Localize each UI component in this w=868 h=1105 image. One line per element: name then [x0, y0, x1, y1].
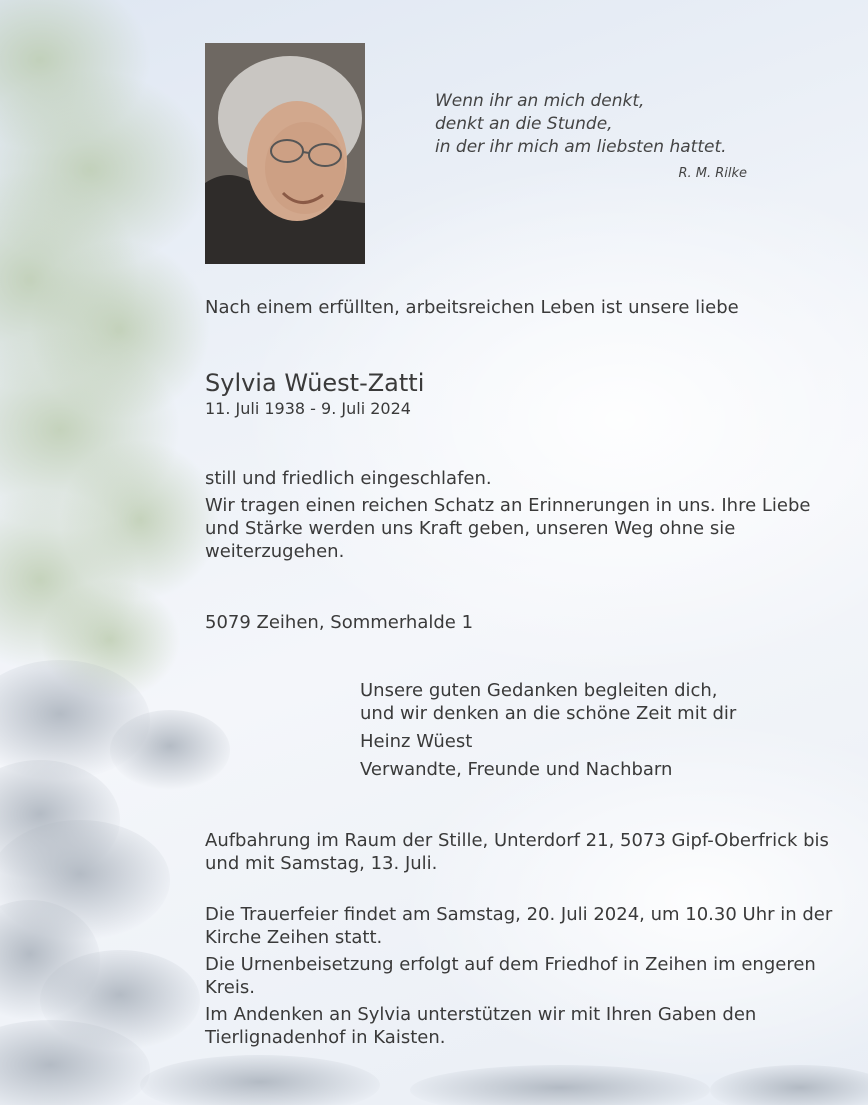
service-block [205, 903, 835, 1053]
family-block [360, 679, 736, 786]
portrait-photo [205, 43, 365, 264]
rilke-quote [435, 90, 755, 185]
thought-line-1: Unsere guten Gedanken begleiten dich, [360, 680, 718, 701]
message-block [205, 467, 835, 567]
message-line-1: still und friedlich eingeschlafen. [205, 468, 492, 489]
address: 5079 Zeihen, Sommerhalde 1 [205, 612, 474, 633]
life-dates: 11. Juli 1938 - 9. Juli 2024 [205, 399, 411, 418]
family-member-name: Heinz Wüest [360, 731, 473, 752]
family-others: Verwandte, Freunde und Nachbarn [360, 759, 673, 780]
quote-line-2: denkt an die Stunde, [435, 114, 613, 134]
quote-author: R. M. Rilke [678, 166, 747, 181]
donation-info: Im Andenken an Sylvia unterstützen wir mit Ihren Gaben den Tierlignadenhof in Kaisten. [205, 1004, 757, 1048]
thought-line-2: und wir denken an die schöne Zeit mit dir [360, 703, 737, 724]
viewing-info: Aufbahrung im Raum der Stille, Unterdorf 21, 5073 Gipf-Oberfrick bis und mit Samstag, 13. Juli. [205, 830, 829, 874]
ceremony-info: Die Trauerfeier findet am Samstag, 20. Juli 2024, um 10.30 Uhr in der Kirche Zeihen statt. [205, 904, 833, 948]
intro-text: Nach einem erfüllten, arbeitsreichen Leben ist unsere liebe [205, 297, 739, 318]
message-line-2: Wir tragen einen reichen Schatz an Erinnerungen in uns. Ihre Liebe und Stärke werden uns Kraft geben, unseren Weg ohne sie weiterzugehen. [205, 495, 811, 562]
burial-info: Die Urnenbeisetzung erfolgt auf dem Friedhof in Zeihen im engeren Kreis. [205, 954, 816, 998]
quote-line-3: in der ihr mich am liebsten hattet. [435, 137, 727, 157]
quote-line-1: Wenn ihr an mich denkt, [435, 91, 645, 111]
deceased-name: Sylvia Wüest-Zatti [205, 369, 425, 397]
